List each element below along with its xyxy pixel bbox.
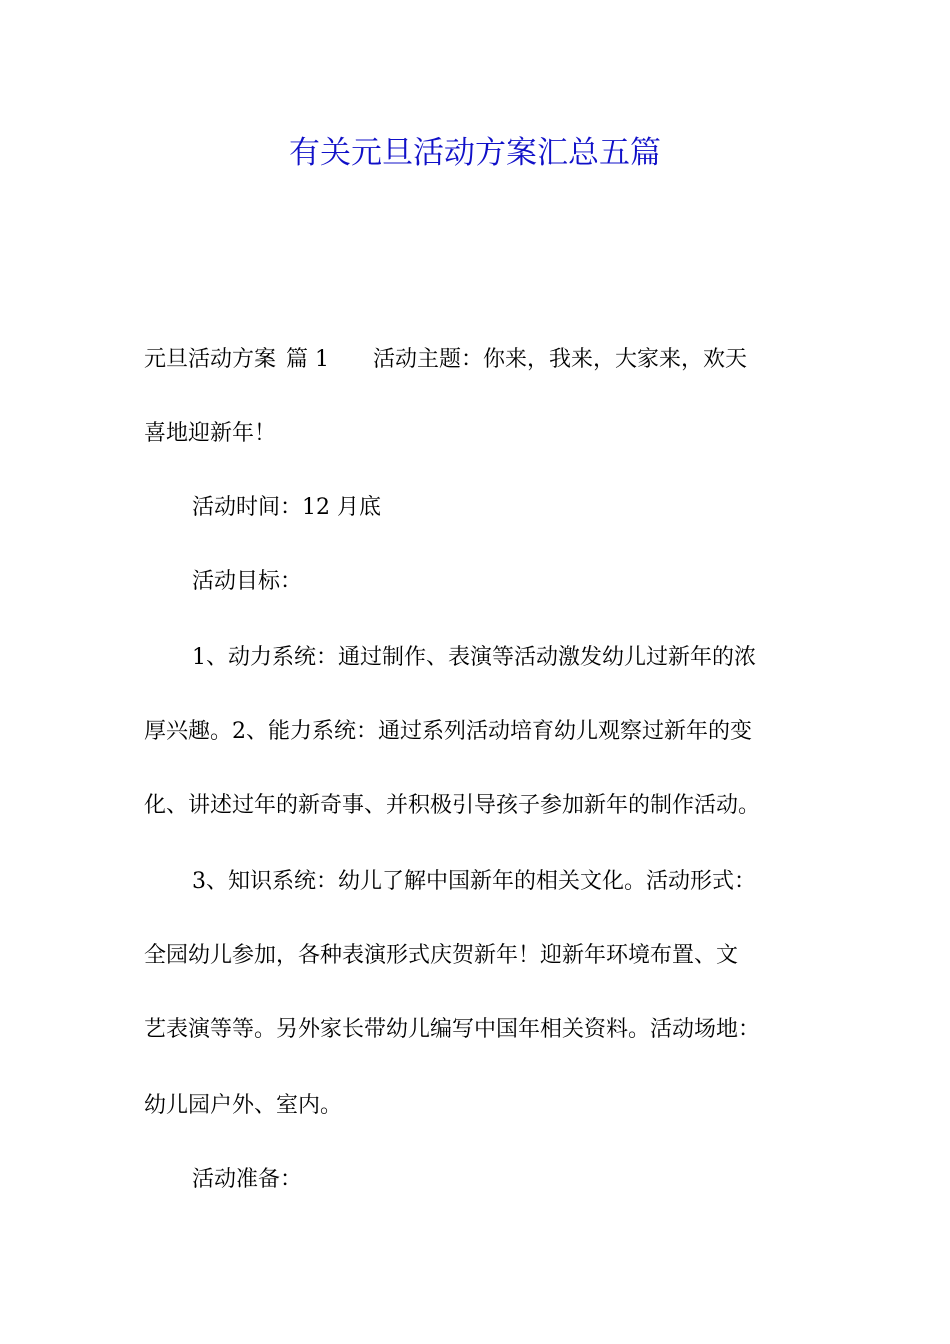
activity-goals-heading: 活动目标： (192, 569, 303, 594)
paragraph-line-2: 喜地迎新年！ (144, 421, 277, 446)
document-title: 有关元旦活动方案汇总五篇 (289, 135, 661, 171)
activity-time-line: 活动时间：12 月底 (192, 495, 381, 520)
paragraph-line-11: 幼儿园户外、室内。 (144, 1093, 343, 1118)
paragraph-line-8: 3、知识系统：幼儿了解中国新年的相关文化。活动形式： (192, 869, 756, 894)
paragraph-line-1 (144, 342, 814, 378)
activity-preparation-heading: 活动准备： (192, 1167, 303, 1192)
section-number: 篇 1 (286, 347, 330, 372)
paragraph-line-10: 艺表演等等。另外家长带幼儿编写中国年相关资料。活动场地： (144, 1017, 761, 1042)
paragraph-line-9: 全园幼儿参加，各种表演形式庆贺新年！迎新年环境布置、文 (144, 943, 739, 968)
activity-theme-text: 活动主题：你来，我来，大家来，欢天 (373, 347, 748, 372)
paragraph-line-7: 化、讲述过年的新奇事、并积极引导孩子参加新年的制作活动。 (144, 793, 761, 818)
paragraph-line-6: 厚兴趣。2、能力系统：通过系列活动培育幼儿观察过新年的变 (144, 719, 752, 744)
section-heading: 元旦活动方案 (144, 347, 277, 372)
paragraph-line-5: 1、动力系统：通过制作、表演等活动激发幼儿过新年的浓 (192, 645, 756, 670)
